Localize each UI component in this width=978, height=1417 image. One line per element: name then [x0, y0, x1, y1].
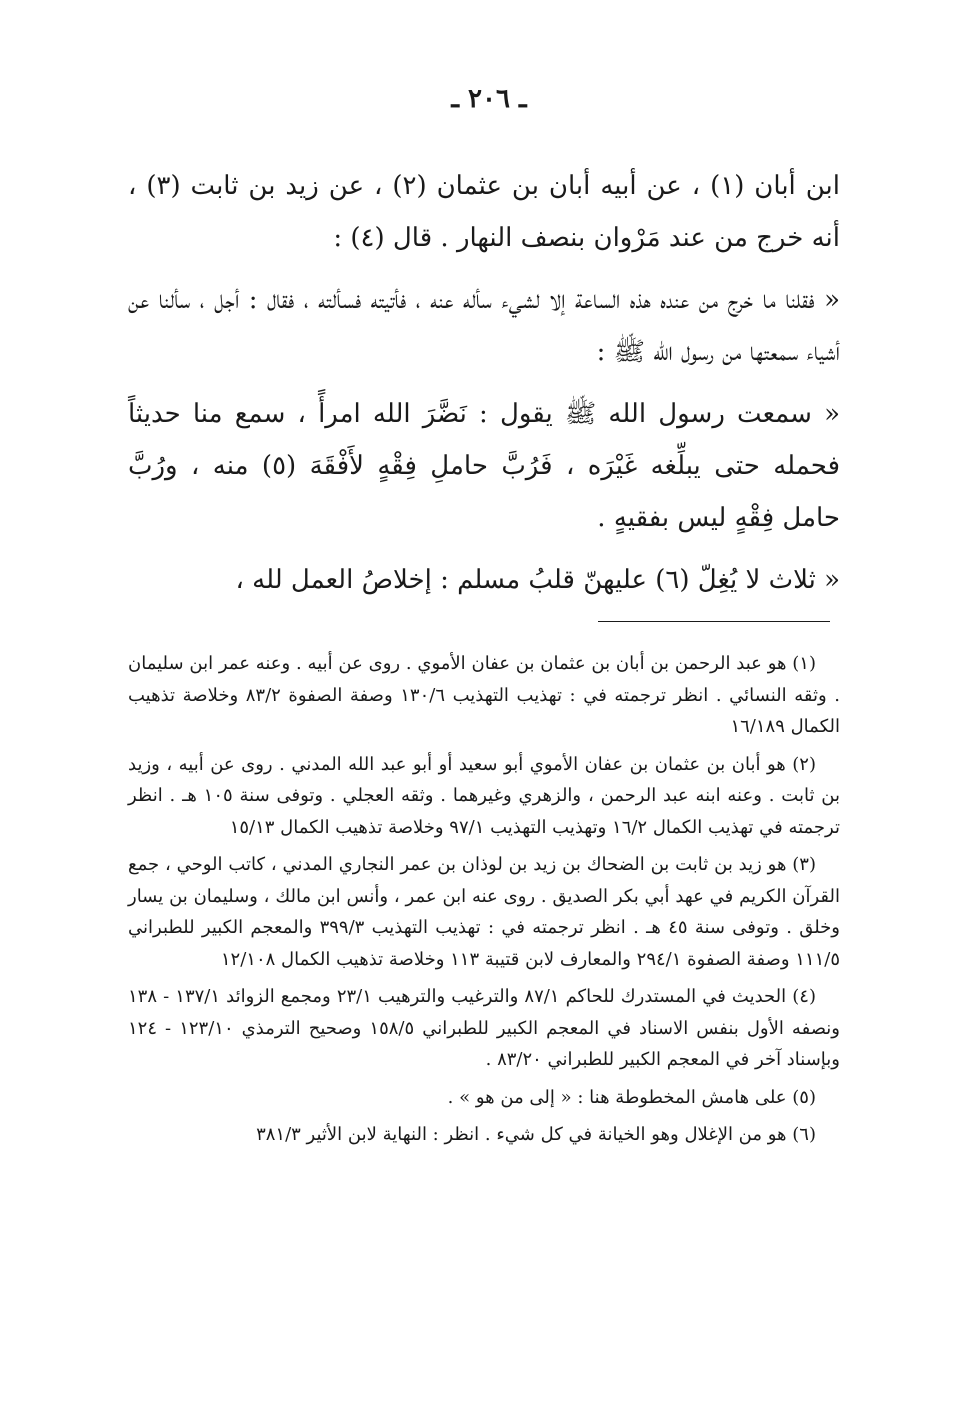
page-number: ـ ٢٠٦ ـ: [451, 84, 527, 114]
paragraph-hadith: « سمعت رسول الله ﷺ يقول : نَضَّرَ الله امرأً ، سمع منا حديثاً فحمله حتى يبلِّغه غَيْرَه ، فَرُبَّ حاملِ فِقْهٍ لأَفْقَهَ (٥) منه ، ورُبَّ حامل فِقْهٍ ليس بفقيهٍ .: [128, 399, 840, 533]
paragraph-isnad: ابن أبان (١) ، عن أبيه أبان بن عثمان (٢) ، عن زيد بن ثابت (٣) ، أنه خرج من عند مَرْوان بنصف النهار . قال (٤) :: [128, 171, 840, 253]
footnote-3: (٣) هو زيد بن ثابت بن الضحاك بن زيد بن لوذان بن عمر النجاري المدني ، كاتب الوحي ، جمع القرآن الكريم في عهد أبي بكر الصديق . روى عنه ابن عمر ، وأنس ابن مالك ، وسليمان بن يسار وخلق . وتوفى سنة ٤٥ هـ . انظر ترجمته في : تهذيب التهذيب ٣٩٩/٣ والمعجم الكبير للطبراني ١١١/٥ وصفة الصفوة ٢٩٤/١ والمعارف لابن قتيبة ١١٣ وخلاصة تذهيب الكمال ١٢/١٠٨: [128, 854, 841, 970]
paragraph-three-things: « ثلاث لا يُغِلّ (٦) عليهنّ قلبُ مسلم : إخلاصُ العمل لله ،: [235, 565, 840, 595]
paragraph-question: « فقلنا ما خرج من عنده هذه الساعة إلا لشيء سأله عنه ، فأتيته فسألته ، فقال : أجل ، سألنا عن أشياء سمعتها من رسول الله ﷺ :: [128, 285, 840, 367]
footnote-separator: [598, 621, 830, 622]
footnote-1: (١) هو عبد الرحمن بن أبان بن عثمان بن عفان الأموي . روى عن أبيه . وعنه عمر ابن سليمان . وثقه النسائي . انظر ترجمته في : تهذيب التهذيب ١٣٠/٦ وصفة الصفوة ٨٣/٢ وخلاصة تذهيب الكمال ١٦/١٨٩: [128, 653, 840, 737]
footnote-4: (٤) الحديث في المستدرك للحاكم ٨٧/١ والترغيب والترهيب ٢٣/١ ومجمع الزوائد ١٣٧/١ - ١٣٨ ونصفه الأول بنفس الاسناد في المعجم الكبير للطبراني ١٥٨/٥ وصحيح الترمذي ١٢٣/١٠ - ١٢٤ وبإسناد آخر في المعجم الكبير للطبراني ٨٣/٢٠ .: [128, 986, 840, 1070]
main-text: [128, 160, 840, 616]
footnote-5: (٥) على هامش المخطوطة هنا : « إلى من هو » .: [447, 1086, 816, 1108]
footnote-2: (٢) هو أبان بن عثمان بن عفان الأموي أبو سعيد أو أبو عبد الله المدني . روى عن أبيه ، وزيد بن ثابت . وعنه ابنه عبد الرحمن ، والزهري وغيرهما . وثقه العجلي . وتوفى سنة ١٠٥ هـ . انظر ترجمته في تهذيب الكمال ١٦/٢ وتهذيب التهذيب ٩٧/١ وخلاصة تذهيب الكمال ١٥/١٣: [128, 753, 840, 838]
footnotes: [128, 648, 840, 1157]
footnote-6: (٦) هو من الإغلال وهو الخيانة في كل شيء . انظر : النهاية لابن الأثير ٣٨١/٣: [256, 1124, 816, 1145]
